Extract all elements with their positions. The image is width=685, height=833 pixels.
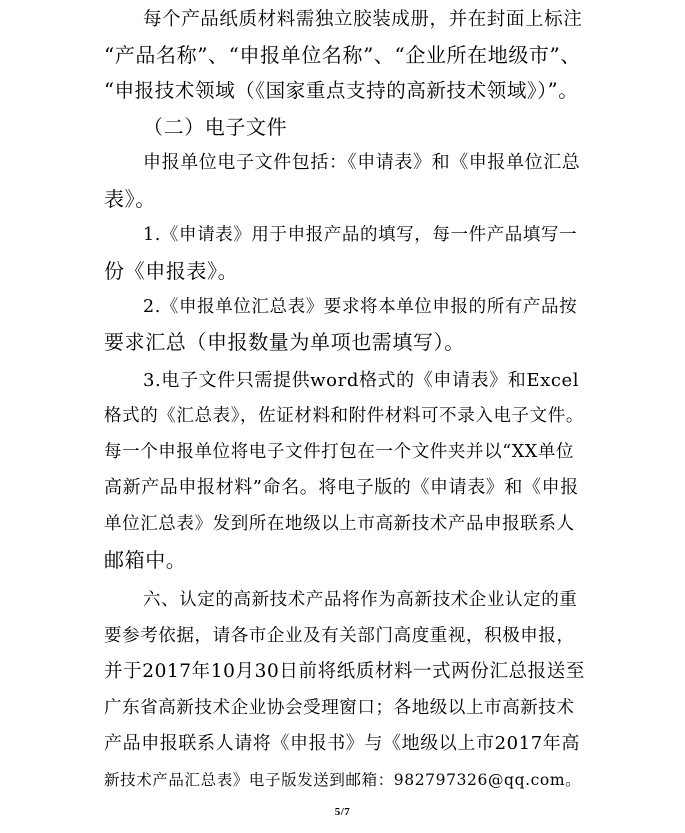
list-item-3-line-2: 格式的《汇总表》，佐证材料和附件材料可不录入电子文件。 <box>104 406 584 426</box>
page-number: 5/7 <box>334 806 351 818</box>
list-item-2-line-2: 要求汇总（申报数量为单项也需填写）。 <box>104 330 465 354</box>
section-heading-electronic-files: （二）电子文件 <box>143 115 288 139</box>
list-item-3-line-5: 单位汇总表》发到所在地级以上市高新技术产品申报联系人 <box>104 514 575 534</box>
text-line-2: “产品名称”、“申报单位名称”、“企业所在地级市”、 <box>104 43 581 67</box>
section-six-line-4: 广东省高新技术企业协会受理窗口；各地级以上市高新技术 <box>104 698 575 718</box>
text-line-6: 表》。 <box>104 187 156 211</box>
list-item-1-line-1: 1.《申请表》用于申报产品的填写，每一件产品填写一 <box>143 225 578 245</box>
list-item-3-line-6: 邮箱中。 <box>104 548 187 572</box>
section-six-line-5: 产品申报联系人请将《申报书》与《地级以上市2017年高 <box>104 733 581 754</box>
list-item-1-line-2: 份《申报表》。 <box>104 259 239 283</box>
text-line-5: 申报单位电子文件包括：《申请表》和《申报单位汇总 <box>143 152 581 173</box>
list-item-3-line-3: 每一个申报单位将电子文件打包在一个文件夹并以“XX单位 <box>104 442 575 462</box>
section-six-line-3: 并于2017年10月30日前将纸质材料一式两份汇总报送至 <box>104 661 585 682</box>
text-line-3: “申报技术领域（《国家重点支持的高新技术领域》）”。 <box>104 79 579 102</box>
section-six-line-2: 要参考依据，请各市企业及有关部门高度重视，积极申报， <box>104 626 575 646</box>
list-item-3-line-1: 3.电子文件只需提供word格式的《申请表》和Excel <box>143 370 580 391</box>
text-line-1: 每个产品纸质材料需独立胶装成册，并在封面上标注 <box>143 9 583 30</box>
section-six-line-1: 六、认定的高新技术产品将作为高新技术企业认定的重 <box>143 590 578 610</box>
list-item-2-line-1: 2.《申报单位汇总表》要求将本单位申报的所有产品按 <box>143 297 578 317</box>
list-item-3-line-4: 高新产品申报材料”命名。将电子版的《申请表》和《申报 <box>104 477 579 498</box>
section-six-line-6: 新技术产品汇总表》电子版发送到邮箱：982797326@qq.com。 <box>104 771 582 789</box>
